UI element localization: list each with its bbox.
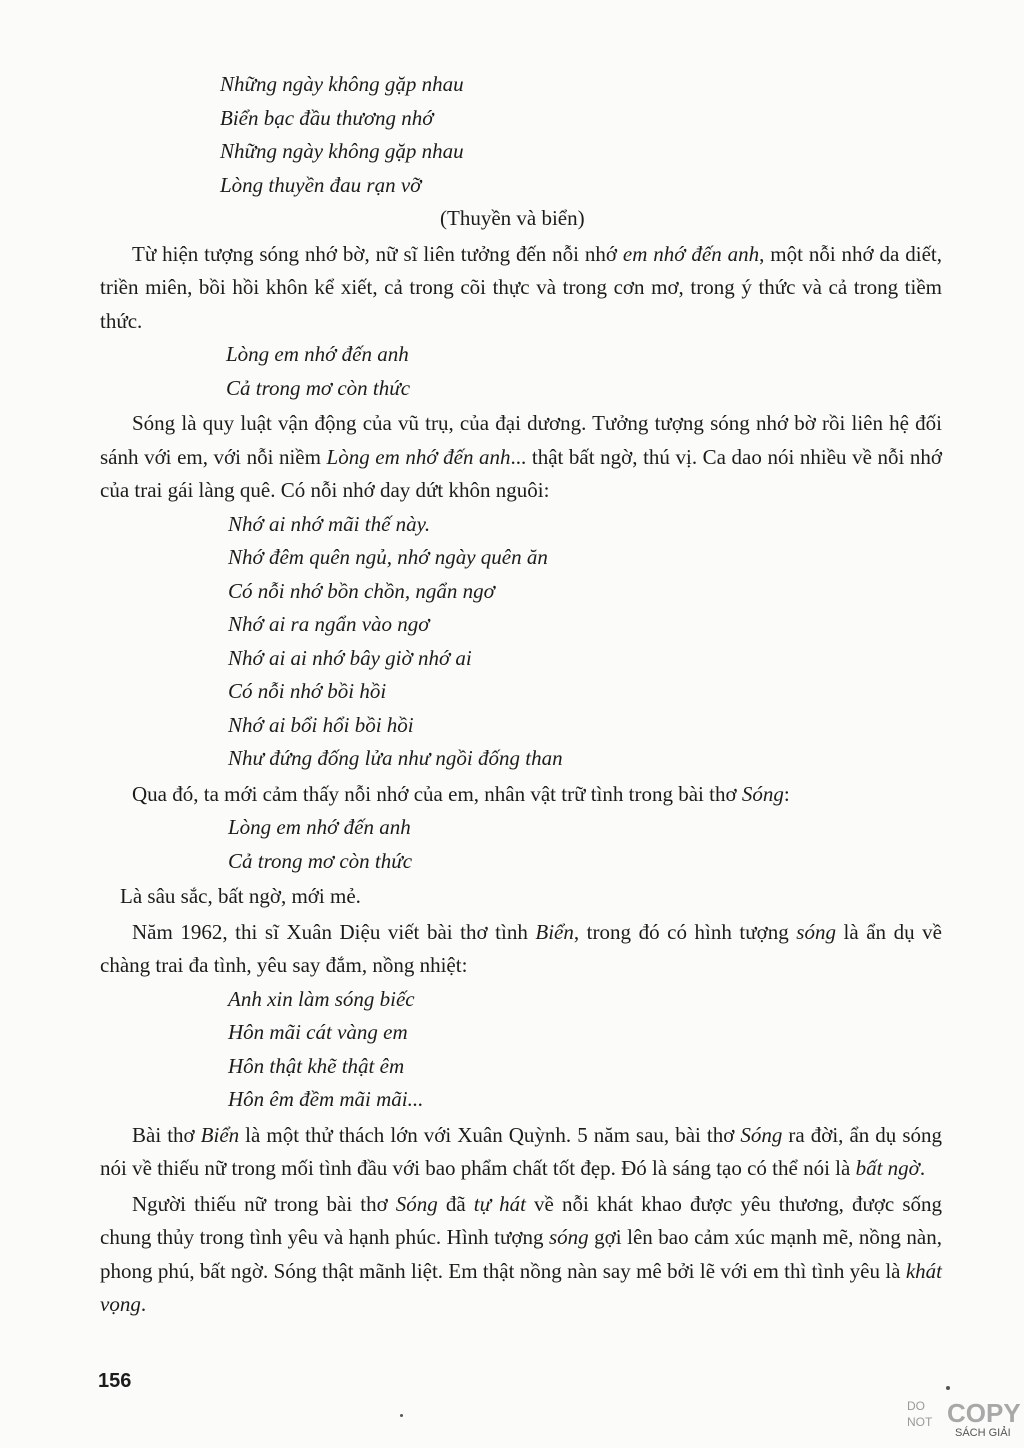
poem-bien: [228, 983, 942, 1117]
text-run: Bài thơ: [132, 1122, 201, 1147]
italic-run: Sóng: [740, 1122, 783, 1147]
logo-text: SÁCH GIẢI: [955, 1427, 1011, 1439]
poem-source: (Thuyền và biển): [440, 206, 585, 230]
verse-line: Nhớ đêm quên ngủ, nhớ ngày quên ăn: [228, 545, 548, 569]
paragraph: [100, 916, 942, 983]
verse-line: Cả trong mơ còn thức: [226, 375, 411, 400]
text-run: là ẩn dụ về chàng trai đa tình, yêu say đắm, nồng nhiệt:: [100, 919, 942, 977]
text-run: Năm 1962, thi sĩ Xuân Diệu viết bài thơ tình: [132, 919, 536, 944]
paragraph: [100, 1119, 942, 1186]
poem-quote: [228, 811, 942, 878]
text-run: ra đời, ẩn dụ sóng nói về thiếu nữ trong mối tình đầu với bao phẩm chất tốt đẹp. Đó là sáng tạo có thể nói là: [100, 1122, 943, 1180]
italic-run: Biển: [535, 919, 574, 944]
verse-line: Cả trong mơ còn thức: [228, 848, 413, 873]
italic-run: sóng: [796, 919, 836, 944]
italic-run: em nhớ đến anh: [622, 241, 760, 266]
verse-line: Hôn mãi cát vàng em: [228, 1020, 408, 1044]
text-run: , một nỗi nhớ da diết, triền miên, bồi hồi khôn kể xiết, cả trong cõi thực và trong cơn mơ, trong ý thức và cả trong tiềm thức.: [100, 241, 943, 333]
verse-line: Lòng em nhớ đến anh: [226, 342, 409, 366]
poem-quote: [226, 338, 942, 405]
verse-line: Có nỗi nhớ bồi hồi: [228, 679, 387, 703]
ink-speck: [400, 1414, 403, 1417]
text-run: ... thật bất ngờ, thú vị. Ca dao nói nhiều về nỗi nhớ của trai gái làng quê. Có nỗi nhớ day dứt khôn nguôi:: [100, 444, 942, 502]
text-run: Người thiếu nữ trong bài thơ: [132, 1191, 396, 1216]
logo-text: DO: [907, 1399, 925, 1413]
paragraph: [100, 407, 942, 508]
verse-line: Những ngày không gặp nhau: [220, 72, 464, 96]
verse-line: Nhớ ai ai nhớ bây giờ nhớ ai: [228, 645, 472, 670]
italic-run: bất ngờ: [855, 1156, 920, 1180]
watermark-logo: [905, 1398, 1021, 1444]
logo-text: NOT: [907, 1415, 933, 1429]
verse-line: Có nỗi nhớ bồn chồn, ngẩn ngơ: [228, 578, 495, 603]
page-number: 156: [98, 1370, 132, 1392]
text-run: .: [140, 1292, 147, 1316]
verse-line: Như đứng đống lửa như ngồi đống than: [228, 746, 563, 770]
paragraph: Là sâu sắc, bất ngờ, mới mẻ.: [120, 884, 361, 908]
verse-line: Những ngày không gặp nhau: [220, 139, 464, 163]
verse-line: Nhớ ai nhớ mãi thế này.: [228, 511, 431, 536]
verse-line: Hôn êm đềm mãi mãi...: [228, 1087, 424, 1111]
verse-line: Nhớ ai bổi hổi bồi hồi: [228, 712, 414, 737]
text-run: Từ hiện tượng sóng nhớ bờ, nữ sĩ liên tưởng đến nỗi nhớ: [132, 241, 623, 266]
verse-line: Anh xin làm sóng biếc: [228, 986, 415, 1011]
text-run: .: [919, 1156, 926, 1180]
italic-run: Sóng: [741, 781, 784, 806]
text-run: là một thử thách lớn với Xuân Quỳnh. 5 năm sau, bài thơ: [239, 1122, 741, 1147]
italic-run: Biển: [200, 1122, 240, 1147]
italic-run: Sóng: [395, 1191, 438, 1216]
text-run: , trong đó có hình tượng: [573, 919, 797, 944]
logo-text: COPY: [947, 1398, 1021, 1428]
italic-run: khát vọng: [100, 1258, 942, 1316]
text-run: về nỗi khát khao được yêu thương, được sống chung thủy trong tình yêu và hạnh phúc. Hình tượng: [100, 1191, 943, 1249]
verse-line: Nhớ ai ra ngẩn vào ngơ: [228, 612, 430, 636]
poem-thuyen-va-bien: [220, 68, 942, 202]
page-body: [100, 68, 942, 1322]
text-run: :: [783, 781, 790, 806]
paragraph: [100, 238, 942, 339]
verse-line: Lòng em nhớ đến anh: [228, 815, 411, 839]
paragraph: [100, 1188, 942, 1322]
verse-line: Hôn thật khẽ thật êm: [228, 1053, 405, 1078]
text-run: gợi lên bao cảm xúc mạnh mẽ, nồng nàn, phong phú, bất ngờ. Sóng thật mãnh liệt. Em thật nồng nàn say mê bởi lẽ với em thì tình yêu là: [100, 1225, 942, 1283]
italic-run: sóng: [548, 1225, 589, 1249]
verse-line: Biển bạc đầu thương nhớ: [220, 105, 434, 130]
italic-run: Lòng em nhớ đến anh: [326, 444, 511, 469]
poem-ca-dao: [228, 508, 942, 776]
paragraph: [100, 778, 942, 812]
verse-line: Lòng thuyền đau rạn vỡ: [220, 172, 422, 197]
text-run: Qua đó, ta mới cảm thấy nỗi nhớ của em, nhân vật trữ tình trong bài thơ: [132, 781, 742, 806]
italic-run: tự hát: [473, 1191, 526, 1216]
text-run: Sóng là quy luật vận động của vũ trụ, của đại dương. Tưởng tượng sóng nhớ bờ rồi liên hệ đối sánh với em, với nỗi niềm: [100, 411, 942, 469]
ink-speck: [946, 1386, 950, 1390]
text-run: đã: [437, 1191, 474, 1216]
